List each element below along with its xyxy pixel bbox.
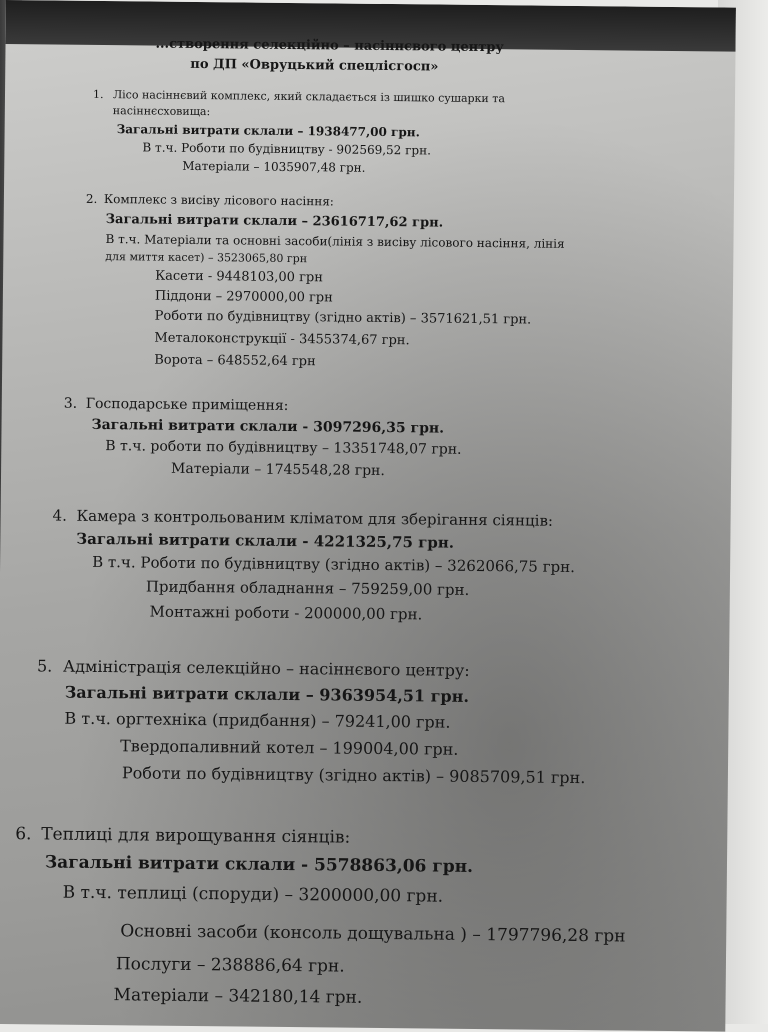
- document-header-line1: ...створення селекційно – насіннєвого центру: [155, 36, 504, 56]
- section-number: 6.: [15, 824, 32, 845]
- section-item: Придбання обладнання – 759259,00 грн.: [145, 577, 470, 599]
- section-number: 4.: [52, 506, 68, 525]
- section-total: Загальні витрати склали - 3097296,35 грн.: [91, 416, 445, 437]
- section-item: Роботи по будівництву (згідно актів) – 9085709,51 грн.: [121, 763, 586, 788]
- section-title: Камера з контрольованим кліматом для зберігання сіянців:: [76, 506, 554, 530]
- section-title-continued: насіннєсховища:: [112, 104, 211, 119]
- section-total: Загальні витрати склали - 4221325,75 грн.: [76, 529, 455, 552]
- section-title: Комплекс з висіву лісового насіння:: [103, 192, 334, 209]
- section-item: Матеріали – 1745548,28 грн.: [171, 460, 385, 479]
- document-header-line2: по ДП «Овруцький спецлісгосп»: [190, 56, 439, 75]
- section-item: Матеріали – 342180,14 грн.: [113, 985, 363, 1008]
- section-item: для миття касет) – 3523065,80 грн: [105, 250, 308, 266]
- section-item: Ворота – 648552,64 грн: [154, 352, 316, 370]
- section-item: В т.ч. Роботи по будівництву - 902569,52 грн.: [142, 140, 432, 158]
- section-item: Роботи по будівництву (згідно актів) – 3571621,51 грн.: [154, 308, 532, 328]
- section-item: В т.ч. роботи по будівництву – 13351748,07 грн.: [105, 438, 462, 458]
- section-item: В т.ч. теплиці (споруди) – 3200000,00 грн.: [62, 882, 444, 907]
- section-item: Касети - 9448103,00 грн: [155, 268, 323, 286]
- section-item: Матеріали – 1035907,48 грн.: [182, 158, 366, 175]
- section-title: Лісо насіннєвий комплекс, який складається із шишко сушарки та: [112, 88, 506, 106]
- section-number: 5.: [36, 656, 53, 676]
- section-item: Твердопаливний котел – 199004,00 грн.: [120, 736, 459, 759]
- section-item: В т.ч. Роботи по будівництву (згідно актів) – 3262066,75 грн.: [92, 552, 575, 576]
- section-number: 1.: [92, 87, 104, 102]
- section-item: Металоконструкції - 3455374,67 грн.: [154, 330, 410, 349]
- section-item: В т.ч. Матеріали та основні засоби(лінія з висіву лісового насіння, лінія: [105, 232, 565, 251]
- section-item: Монтажні роботи - 200000,00 грн.: [149, 602, 423, 624]
- section-item: Піддони – 2970000,00 грн: [154, 288, 333, 306]
- section-title: Адміністрація селекційно – насіннєвого центру:: [62, 656, 470, 680]
- section-title: Господарське приміщення:: [85, 395, 289, 414]
- section-item: Основні засоби (консоль дощувальна ) – 1797796,28 грн: [120, 921, 626, 947]
- section-item: Послуги – 238886,64 грн.: [115, 954, 345, 977]
- section-item: В т.ч. оргтехніка (придбання) – 79241,00 грн.: [64, 708, 451, 732]
- section-total: Загальні витрати склали – 9363954,51 грн.: [64, 682, 470, 706]
- section-number: 3.: [63, 395, 78, 412]
- section-total: Загальні витрати склали – 23616717,62 грн.: [105, 212, 444, 231]
- section-number: 2.: [85, 191, 98, 206]
- section-total: Загальні витрати склали – 1938477,00 грн.: [116, 122, 420, 140]
- section-title: Теплиці для вирощування сіянців:: [41, 824, 351, 848]
- section-total: Загальні витрати склали - 5578863,06 грн.: [44, 852, 474, 877]
